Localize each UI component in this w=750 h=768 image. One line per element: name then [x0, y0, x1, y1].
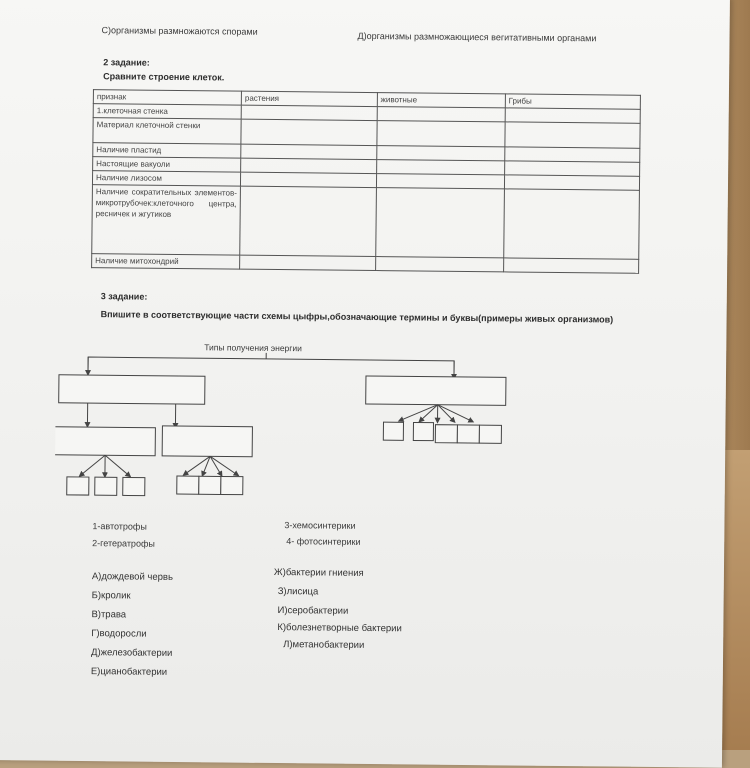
answer-cell[interactable] [240, 255, 376, 270]
organism-a: А)дождевой червь [92, 571, 173, 583]
answer-cell[interactable] [241, 105, 377, 120]
answer-box [123, 477, 145, 495]
answer-cell[interactable] [241, 158, 377, 173]
organism-l: Л)метанобактерии [283, 639, 364, 651]
column-header: признак [93, 90, 241, 106]
answer-cell[interactable] [503, 258, 638, 273]
answer-box [67, 477, 89, 495]
organism-v: В)трава [91, 609, 126, 620]
answer-box [95, 477, 117, 495]
organism-g: Г)водоросли [91, 628, 146, 640]
answer-cell[interactable] [505, 108, 640, 123]
answer-box [221, 476, 243, 494]
answer-cell[interactable] [240, 172, 376, 187]
task3-instruction: Впишите в соответствующие части схемы цыфры,обозначающие термины и буквы(примеры живых организмов) [101, 307, 641, 327]
term-4: 4- фотосинтерики [286, 536, 360, 547]
task3-title: 3 задание: [101, 291, 148, 301]
answer-cell[interactable] [241, 144, 377, 159]
blank-subbox-2 [162, 426, 252, 457]
answer-cell[interactable] [376, 146, 504, 161]
term-1: 1-автотрофы [92, 521, 147, 532]
answer-cell[interactable] [504, 189, 640, 259]
row-label: Наличие пластид [93, 143, 241, 159]
organism-z: З)лисица [278, 586, 319, 597]
row-label: Наличие митохондрий [92, 254, 240, 270]
term-3: 3-хемосинтерики [284, 520, 355, 531]
blank-box-left [59, 375, 205, 405]
table-row [92, 185, 640, 260]
answer-cell[interactable] [504, 175, 639, 190]
term-2: 2-гетератрофы [92, 538, 155, 549]
answer-box [413, 422, 433, 440]
column-header: животные [377, 93, 505, 108]
blank-box-right [366, 376, 506, 405]
organism-b: Б)кролик [92, 590, 131, 601]
organism-k: К)болезнетворные бактерии [277, 622, 402, 634]
answer-cell[interactable] [375, 257, 503, 272]
column-header: растения [241, 91, 377, 106]
answer-box [177, 476, 199, 494]
row-label: Настоящие вакуоли [93, 157, 241, 173]
task2-instruction: Сравните строение клеток. [103, 71, 224, 82]
header-option-d: Д)организмы размножающиеся вегитативными органами [357, 31, 596, 44]
organism-d: Д)железобактерии [91, 647, 172, 659]
answer-cell[interactable] [505, 147, 640, 162]
row-label: Наличие сократительных элементов-микротрубочек:клеточного центра, ресничек и жгутиков [92, 185, 241, 256]
organism-zh: Ж)бактерии гниения [274, 567, 364, 579]
task2-title: 2 задание: [103, 57, 150, 67]
answer-cell[interactable] [375, 188, 504, 258]
energy-types-diagram [55, 351, 537, 516]
answer-cell[interactable] [241, 119, 377, 145]
answer-cell[interactable] [376, 160, 504, 175]
blank-subbox-1 [55, 427, 156, 456]
row-label: Наличие лизосом [92, 171, 240, 187]
answer-box [457, 425, 479, 443]
answer-cell[interactable] [240, 186, 376, 256]
answer-cell[interactable] [504, 161, 639, 176]
answer-box [479, 425, 501, 443]
row-label: Материал клеточной стенки [93, 118, 241, 145]
answer-box [383, 422, 403, 440]
column-header: Грибы [505, 94, 640, 109]
organism-e: Е)цианобактерии [91, 666, 167, 678]
top-connector-line [88, 357, 454, 375]
answer-cell[interactable] [376, 174, 504, 189]
answer-cell[interactable] [377, 107, 505, 122]
answer-box [435, 425, 457, 443]
answer-cell[interactable] [505, 122, 640, 148]
organism-i: И)серобактерии [277, 605, 348, 617]
answer-cell[interactable] [377, 121, 505, 147]
diagram-title: Типы получения энергии [204, 342, 302, 353]
row-label: 1.клеточная стенка [93, 104, 241, 120]
answer-box [199, 476, 221, 494]
header-option-c: С)организмы размножаются спорами [102, 25, 258, 37]
cell-comparison-table [91, 89, 641, 274]
